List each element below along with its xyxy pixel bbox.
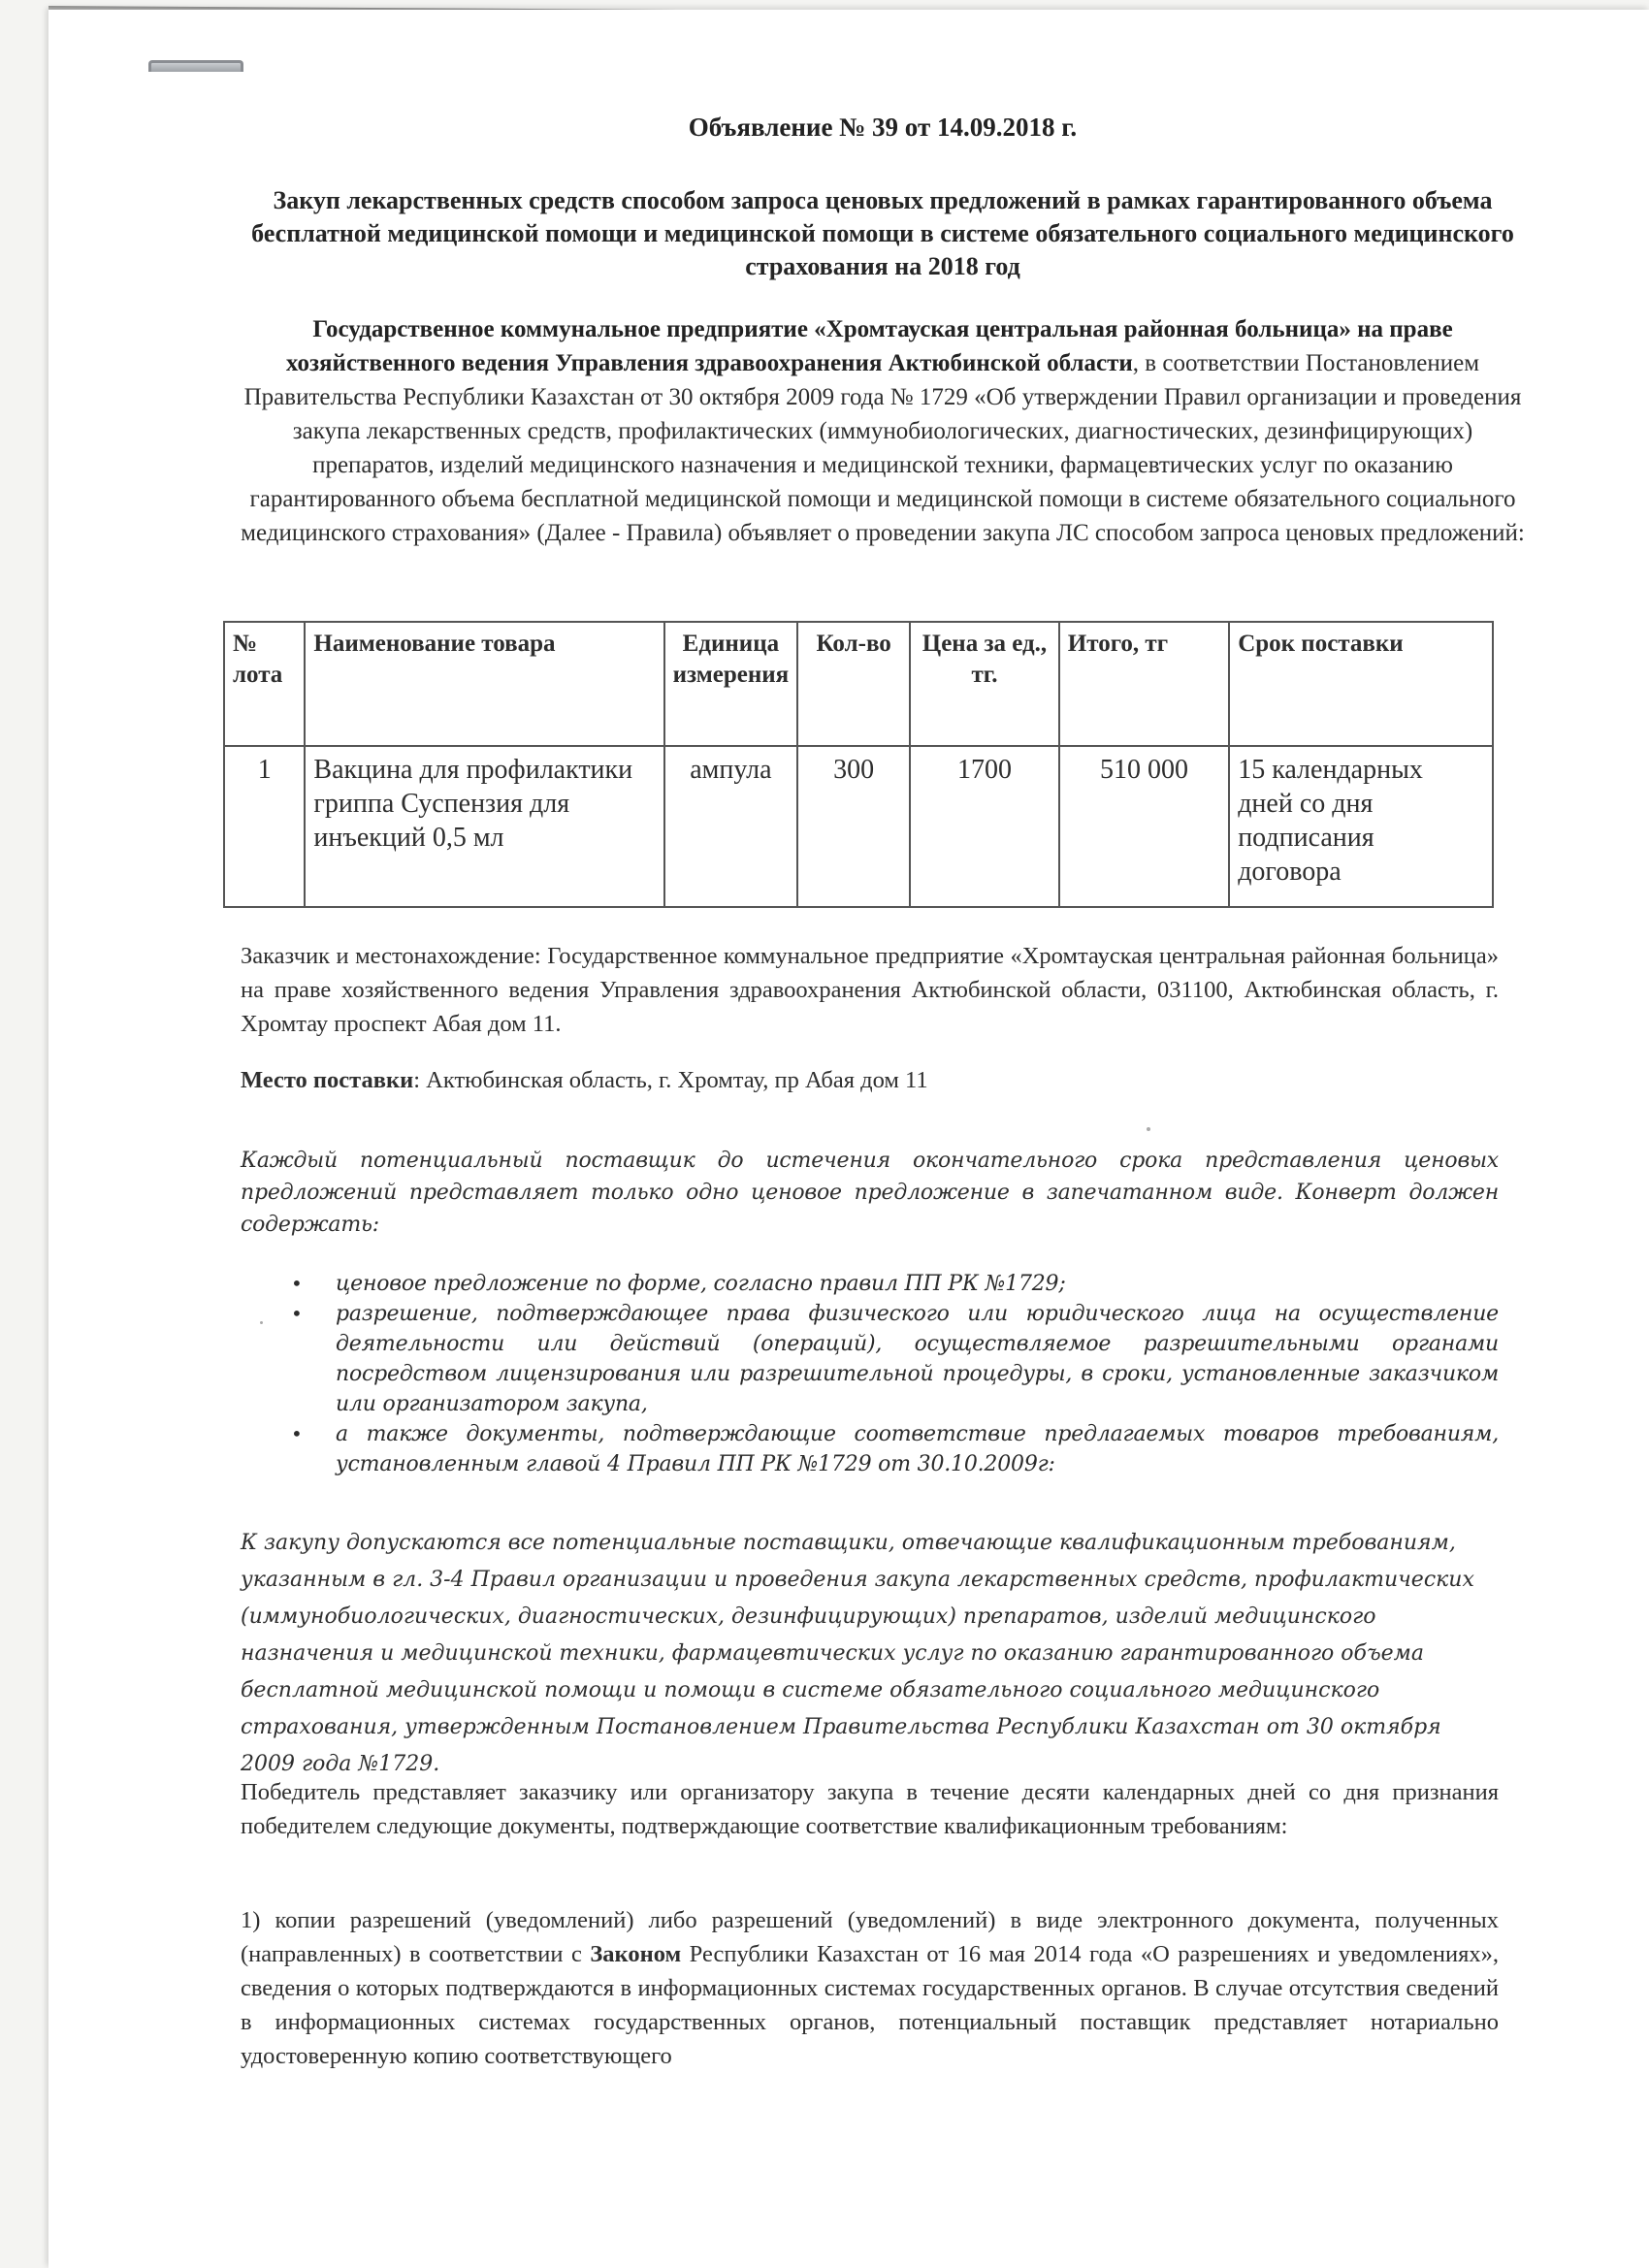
requirement-item-1: 1) копии разрешений (уведомлений) либо разрешений (уведомлений) в виде электронного документа, полученных (направленных) в соответствии с Законом Республики Казахстан от 16 мая 2014 года «О разрешениях и уведомлениях», сведения о которых подтверждаются в информационных системах государственных органов. В случае отсутствия сведений в информационных системах государственных органов, потенциальный поставщик представляет нотариально удостоверенную копию соответствующего (241, 1907, 1499, 2069)
delivery-place (241, 1063, 1499, 1097)
admission-paragraph: К закупу допускаются все потенциальные поставщики, отвечающие квалификационным требованиям, указанным в гл. 3-4 Правил организации и проведения закупа лекарственных средств, профилактических (иммунобиологических, диагностических, дезинфицирующих) препаратов, изделий медицинского назначения и медицинской техники, фармацевтических услуг по оказанию гарантированного объема бесплатной медицинской помощи и помощи в системе обязательного социального медицинского страхования, утвержденным Постановлением Правительства Республики Казахстан от 30 октября 2009 года №1729. (241, 1531, 1474, 1776)
intro-text: , в соответствии Постановлением Правительства Республики Казахстан от 30 октября 2009 года № 1729 «Об утверждении Правил организации и проведения закупа лекарственных средств, профилактических (иммунобиологических, диагностических, дезинфицирующих) препаратов, изделий медицинского назначения и медицинской техники, фармацевтических услуг по оказанию гарантированного объема бесплатной медицинской помощи и медицинской помощи в системе обязательного социального медицинского страхования» (Далее - Правила) объявляет о проведении закупа ЛС способом запроса ценовых предложений: (241, 350, 1525, 546)
table-header-row (224, 622, 1493, 746)
cell-total: 510 000 (1059, 746, 1229, 907)
lots-table (223, 621, 1494, 908)
header-name: Наименование товара (305, 622, 663, 746)
list-item: • ценовое предложение по форме, согласно правил ПП РК №1729; (291, 1269, 1499, 1299)
header-lot: № лота (224, 622, 305, 746)
cell-lot: 1 (224, 746, 305, 907)
delivery-value: : Актюбинская область, г. Хромтау, пр Абая дом 11 (413, 1067, 928, 1093)
cell-qty: 300 (797, 746, 910, 907)
announcement-title: Объявление № 39 от 14.09.2018 г. (688, 113, 1078, 142)
customer-paragraph: Заказчик и местонахождение: Государственное коммунальное предприятие «Хромтауская центральная районная больница» на праве хозяйственного ведения Управления здравоохранения Актюбинской области, 031100, Актюбинская область, г. Хромтау проспект Абая дом 11. (241, 943, 1499, 1037)
table-row (224, 746, 1493, 907)
scan-speck (260, 1321, 263, 1324)
bullet-icon: • (291, 1302, 303, 1325)
procurement-heading: Закуп лекарственных средств способом запроса ценовых предложений в рамках гарантированного объема бесплатной медицинской помощи и медицинской помощи в системе обязательного социального медицинского страхования на 2018 год (251, 186, 1514, 280)
winner-paragraph: Победитель представляет заказчику или организатору закупа в течение десяти календарных дней со дня признания победителем следующие документы, подтверждающие соответствие квалификационным требованиям: (241, 1779, 1499, 1839)
header-term: Срок поставки (1229, 622, 1493, 746)
cell-unit: ампула (664, 746, 798, 907)
bullet-icon: • (291, 1272, 303, 1295)
scan-speck (1147, 1127, 1150, 1131)
header-qty: Кол-во (797, 622, 910, 746)
header-unit: Единица измерения (664, 622, 798, 746)
list-item: • разрешение, подтверждающее права физического или юридического лица на осуществление деятельности или действий (операций), осуществляемое разрешительными органами посредством лицензирования или разрешительной процедуры, в сроки, установленные заказчиком или организатором закупа, (291, 1299, 1499, 1419)
staple-mark (148, 60, 243, 72)
header-price: Цена за ед., тг. (910, 622, 1059, 746)
cell-term: 15 календарных дней со дня подписания договора (1229, 746, 1493, 907)
bullet-icon: • (291, 1422, 303, 1445)
intro-paragraph (238, 312, 1528, 550)
envelope-intro: Каждый потенциальный поставщик до истечения окончательного срока представления ценовых предложений представляет только одно ценовое предложение в запечатанном виде. Конверт должен содержать: (241, 1149, 1499, 1237)
law-reference: Законом (590, 1941, 682, 1967)
cell-name: Вакцина для профилактики гриппа Суспензия для инъекций 0,5 мл (305, 746, 663, 907)
delivery-label: Место поставки (241, 1067, 414, 1093)
organization-name: Государственное коммунальное предприятие «Хромтауская центральная районная больница» на праве хозяйственного ведения Управления здравоохранения Актюбинской области (285, 316, 1453, 376)
cell-price: 1700 (910, 746, 1059, 907)
header-total: Итого, тг (1059, 622, 1229, 746)
envelope-contents-list (291, 1269, 1499, 1479)
list-item: • а также документы, подтверждающие соответствие предлагаемых товаров требованиям, установленным главой 4 Правил ПП РК №1729 от 30.10.2009г: (291, 1419, 1499, 1479)
